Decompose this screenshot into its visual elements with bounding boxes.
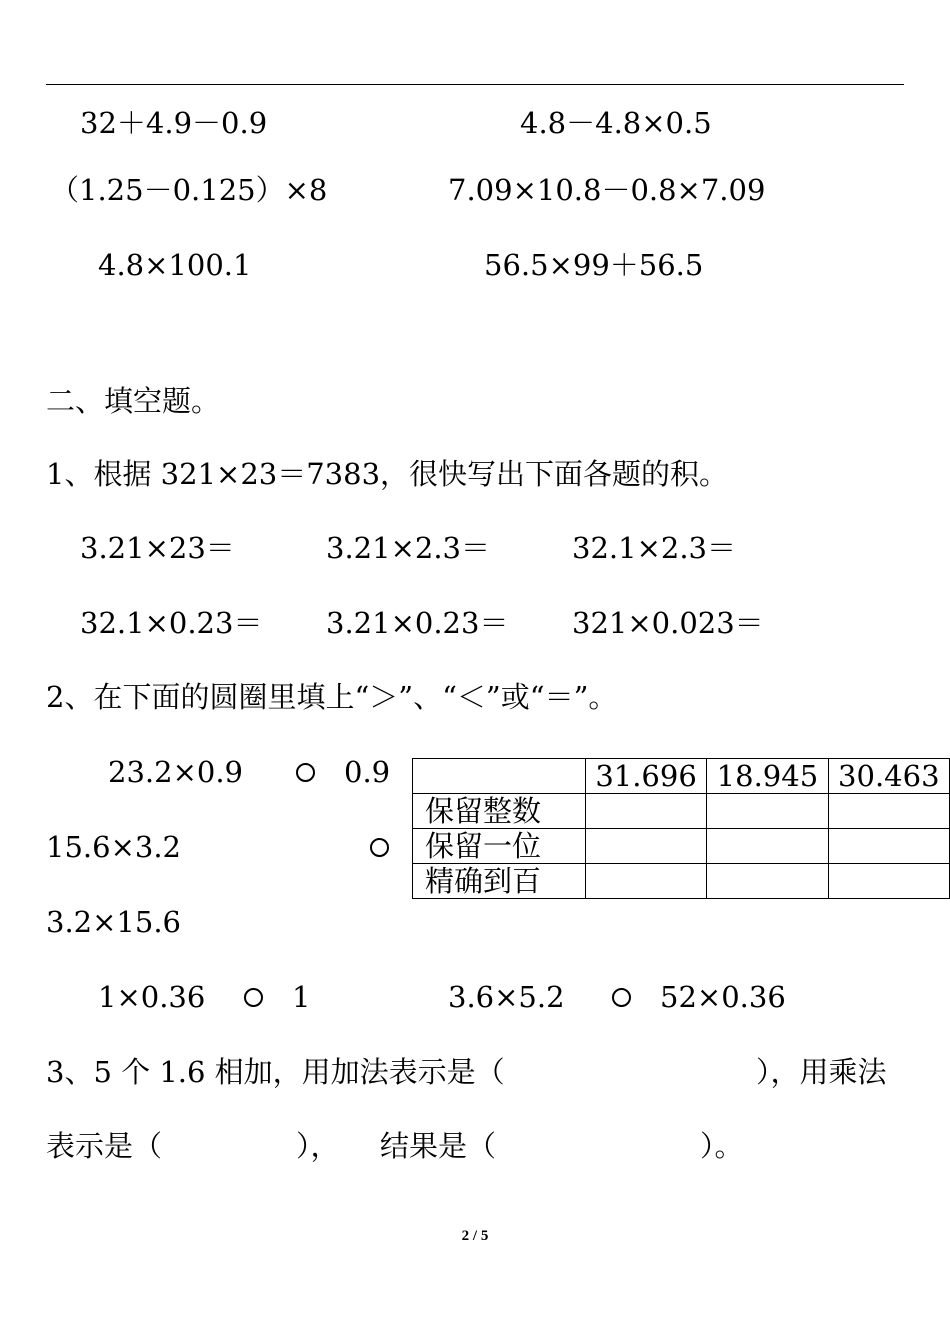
q1-item: 3.21×2.3＝ (326, 531, 490, 565)
row-label: 精确到百 (413, 864, 586, 899)
answer-cell[interactable] (828, 794, 949, 829)
answer-cell[interactable] (585, 829, 706, 864)
answer-cell[interactable] (828, 829, 949, 864)
table-row (413, 829, 950, 864)
table-header-cell: 30.463 (828, 759, 949, 794)
answer-cell[interactable] (707, 864, 828, 899)
table-row (413, 794, 950, 829)
row-label: 保留一位 (413, 829, 586, 864)
compare-circle-icon (244, 988, 263, 1007)
compare-left: 23.2×0.9 (108, 755, 243, 789)
row-label: 保留整数 (413, 794, 586, 829)
q1-item: 32.1×0.23＝ (80, 606, 263, 640)
answer-cell[interactable] (585, 864, 706, 899)
q1-item: 3.21×0.23＝ (326, 606, 509, 640)
answer-cell[interactable] (707, 829, 828, 864)
compare-right: 0.9 (344, 755, 391, 789)
question-1-prompt: 1、根据 321×23＝7383，很快写出下面各题的积。 (46, 457, 729, 491)
compare-left: 1×0.36 (98, 980, 206, 1014)
calc-expression: 56.5×99＋56.5 (484, 248, 704, 282)
table-header-row (413, 759, 950, 794)
question-3-text: 3、5 个 1.6 相加，用加法表示是（ (46, 1055, 505, 1089)
question-2-prompt: 2、在下面的圆圈里填上“＞”、“＜”或“＝”。 (46, 680, 618, 714)
q1-item: 3.21×23＝ (80, 531, 235, 565)
calc-expression: （1.25－0.125）×8 (50, 173, 328, 207)
q1-item: 32.1×2.3＝ (572, 531, 736, 565)
calc-expression: 4.8－4.8×0.5 (520, 106, 712, 140)
table-header-cell: 31.696 (585, 759, 706, 794)
compare-right: 52×0.36 (660, 980, 786, 1014)
rounding-table (412, 758, 950, 899)
answer-cell[interactable] (585, 794, 706, 829)
answer-cell[interactable] (828, 864, 949, 899)
question-3-text: 结果是（ (380, 1129, 497, 1163)
compare-left: 15.6×3.2 (46, 830, 181, 864)
compare-circle-icon (370, 838, 389, 857)
compare-left: 3.6×5.2 (448, 980, 565, 1014)
question-3-text: ）， (296, 1129, 340, 1163)
table-header-cell (413, 759, 586, 794)
q1-item: 321×0.023＝ (572, 606, 764, 640)
calc-expression: 7.09×10.8－0.8×7.09 (448, 173, 766, 207)
compare-right: 3.2×15.6 (46, 905, 181, 939)
table-row (413, 864, 950, 899)
calc-expression: 4.8×100.1 (98, 248, 252, 282)
question-3-text: ），用乘法 (756, 1055, 887, 1089)
question-3-text: ）。 (700, 1129, 744, 1163)
compare-circle-icon (612, 988, 631, 1007)
top-rule (46, 84, 904, 85)
compare-right: 1 (292, 980, 311, 1014)
section-title: 二、填空题。 (46, 384, 221, 418)
calc-expression: 32＋4.9－0.9 (80, 106, 268, 140)
compare-circle-icon (296, 763, 315, 782)
answer-cell[interactable] (707, 794, 828, 829)
page-number: 2 / 5 (461, 1228, 489, 1244)
question-3-text: 表示是（ (46, 1129, 163, 1163)
table-header-cell: 18.945 (707, 759, 828, 794)
